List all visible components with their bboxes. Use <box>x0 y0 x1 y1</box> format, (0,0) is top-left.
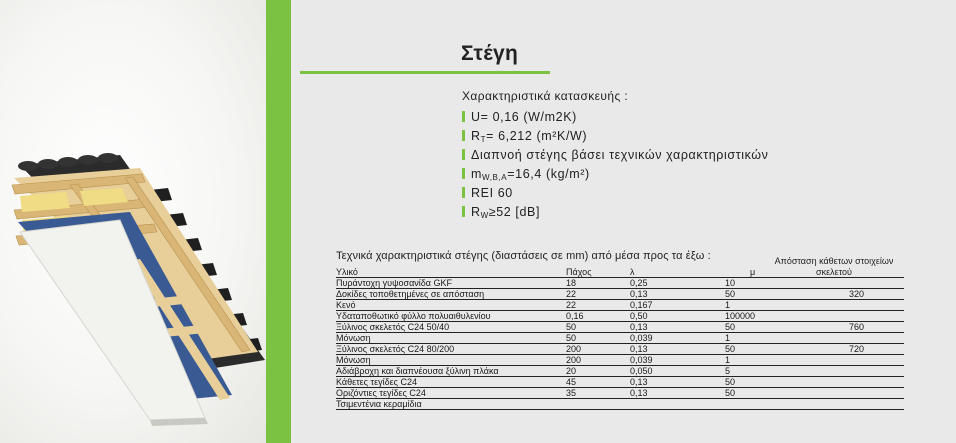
table-row <box>336 333 904 344</box>
cell-lambda: 0,25 <box>630 278 725 289</box>
feature-item <box>462 164 902 183</box>
feature-list <box>462 107 902 221</box>
cell-mu: 100000 <box>725 311 809 322</box>
cell-thickness: 200 <box>566 344 630 355</box>
header-material: Υλικό <box>336 267 566 278</box>
cell-thickness: 22 <box>566 300 630 311</box>
distance-column-header: Απόσταση κάθετων στοιχείων σκελετού <box>774 256 894 277</box>
table-body <box>336 278 904 410</box>
feature-item <box>462 202 902 221</box>
feature-item <box>462 145 902 164</box>
cell-mu: 50 <box>725 344 809 355</box>
table-row <box>336 278 904 289</box>
cell-distance <box>809 333 904 344</box>
bullet-marker <box>462 187 465 198</box>
cell-thickness: 45 <box>566 377 630 388</box>
table-row <box>336 311 904 322</box>
bullet-marker <box>462 111 465 122</box>
cell-lambda: 0,13 <box>630 322 725 333</box>
table-header-row <box>336 267 904 278</box>
feature-item <box>462 126 902 145</box>
cell-mu: 50 <box>725 388 809 399</box>
cell-distance <box>809 311 904 322</box>
feature-text: Διαπνοή στέγης βάσει τεχνικών χαρακτηριστικών <box>471 147 769 162</box>
feature-text-rest: ≥52 [dB] <box>488 204 541 219</box>
page-title: Στέγη <box>461 42 519 65</box>
cell-lambda: 0,13 <box>630 289 725 300</box>
bullet-marker <box>462 168 465 179</box>
table-row <box>336 377 904 388</box>
cell-mu: 1 <box>725 300 809 311</box>
cell-lambda: 0,13 <box>630 344 725 355</box>
bullet-marker <box>462 149 465 160</box>
table-row <box>336 388 904 399</box>
cell-distance <box>809 355 904 366</box>
cell-material: Μόνωση <box>336 355 566 366</box>
cell-distance: 320 <box>809 289 904 300</box>
cell-mu: 10 <box>725 278 809 289</box>
cell-material: Μόνωση <box>336 333 566 344</box>
cell-lambda: 0,50 <box>630 311 725 322</box>
roof-illustration-panel <box>0 0 266 443</box>
feature-text: m <box>471 166 483 181</box>
header-mu: μ <box>725 267 809 278</box>
roof-section-illustration <box>0 0 266 443</box>
table-row <box>336 344 904 355</box>
feature-item <box>462 183 902 202</box>
accent-bar <box>266 0 291 443</box>
cell-lambda: 0,039 <box>630 333 725 344</box>
cell-mu: 1 <box>725 355 809 366</box>
cell-material: Οριζόντιες τεγίδες C24 <box>336 388 566 399</box>
feature-text: R <box>471 204 481 219</box>
cell-distance <box>809 399 904 410</box>
cell-material: Κενό <box>336 300 566 311</box>
cell-material: Ξύλινος σκελετός C24 80/200 <box>336 344 566 355</box>
cell-distance <box>809 278 904 289</box>
header-distance <box>809 267 904 278</box>
cell-material: Δοκίδες τοποθετημένες σε απόσταση <box>336 289 566 300</box>
cell-thickness: 20 <box>566 366 630 377</box>
cell-mu: 5 <box>725 366 809 377</box>
bullet-marker <box>462 206 465 217</box>
cell-lambda: 0,050 <box>630 366 725 377</box>
cell-distance <box>809 388 904 399</box>
table-row <box>336 399 904 410</box>
header-lambda: λ <box>630 267 725 278</box>
cell-material: Πυράντοχη γυψοσανίδα GKF <box>336 278 566 289</box>
table-row <box>336 300 904 311</box>
table-row <box>336 355 904 366</box>
cell-distance <box>809 366 904 377</box>
cell-thickness: 18 <box>566 278 630 289</box>
table-row <box>336 322 904 333</box>
table-row <box>336 289 904 300</box>
cell-mu: 50 <box>725 322 809 333</box>
cell-material: Τσιμεντένια κεραμίδια <box>336 399 566 410</box>
table-caption: Τεχνικά χαρακτηριστικά στέγης (διαστάσεις σε mm) από μέσα προς τα έξω : <box>336 250 711 262</box>
cell-material: Υδαταποθωτικό φύλλο πολυαιθυλενίου <box>336 311 566 322</box>
cell-mu: 50 <box>725 289 809 300</box>
feature-subscript: W,B,A <box>482 173 508 182</box>
cell-mu <box>725 399 809 410</box>
features-heading: Χαρακτηριστικά κατασκευής : <box>462 89 629 103</box>
feature-text: R <box>471 128 481 143</box>
feature-text: U= 0,16 (W/m2K) <box>471 109 577 124</box>
cell-lambda: 0,13 <box>630 377 725 388</box>
cell-thickness: 0,16 <box>566 311 630 322</box>
cell-thickness <box>566 399 630 410</box>
feature-item <box>462 107 902 126</box>
feature-text-rest: =16,4 (kg/m²) <box>507 166 590 181</box>
cell-material: Αδιάβροχη και διαπνέουσα ξύλινη πλάκα <box>336 366 566 377</box>
cell-thickness: 35 <box>566 388 630 399</box>
materials-table <box>336 267 904 410</box>
cell-mu: 50 <box>725 377 809 388</box>
cell-distance: 720 <box>809 344 904 355</box>
cell-lambda <box>630 399 725 410</box>
cell-lambda: 0,167 <box>630 300 725 311</box>
bullet-marker <box>462 130 465 141</box>
cell-lambda: 0,039 <box>630 355 725 366</box>
title-underline <box>300 71 550 74</box>
cell-distance <box>809 377 904 388</box>
cell-thickness: 22 <box>566 289 630 300</box>
header-thickness: Πάχος <box>566 267 630 278</box>
table-row <box>336 366 904 377</box>
cell-thickness: 50 <box>566 333 630 344</box>
cell-material: Ξύλινος σκελετός C24 50/40 <box>336 322 566 333</box>
feature-text-rest: = 6,212 (m²K/W) <box>486 128 588 143</box>
cell-distance: 760 <box>809 322 904 333</box>
cell-thickness: 50 <box>566 322 630 333</box>
feature-subscript: T <box>480 135 487 144</box>
cell-distance <box>809 300 904 311</box>
features-section <box>462 89 902 221</box>
cell-material: Κάθετες τεγίδες C24 <box>336 377 566 388</box>
cell-lambda: 0,13 <box>630 388 725 399</box>
cell-mu: 1 <box>725 333 809 344</box>
feature-text: REI 60 <box>471 185 513 200</box>
feature-subscript: W <box>480 211 489 220</box>
cell-thickness: 200 <box>566 355 630 366</box>
